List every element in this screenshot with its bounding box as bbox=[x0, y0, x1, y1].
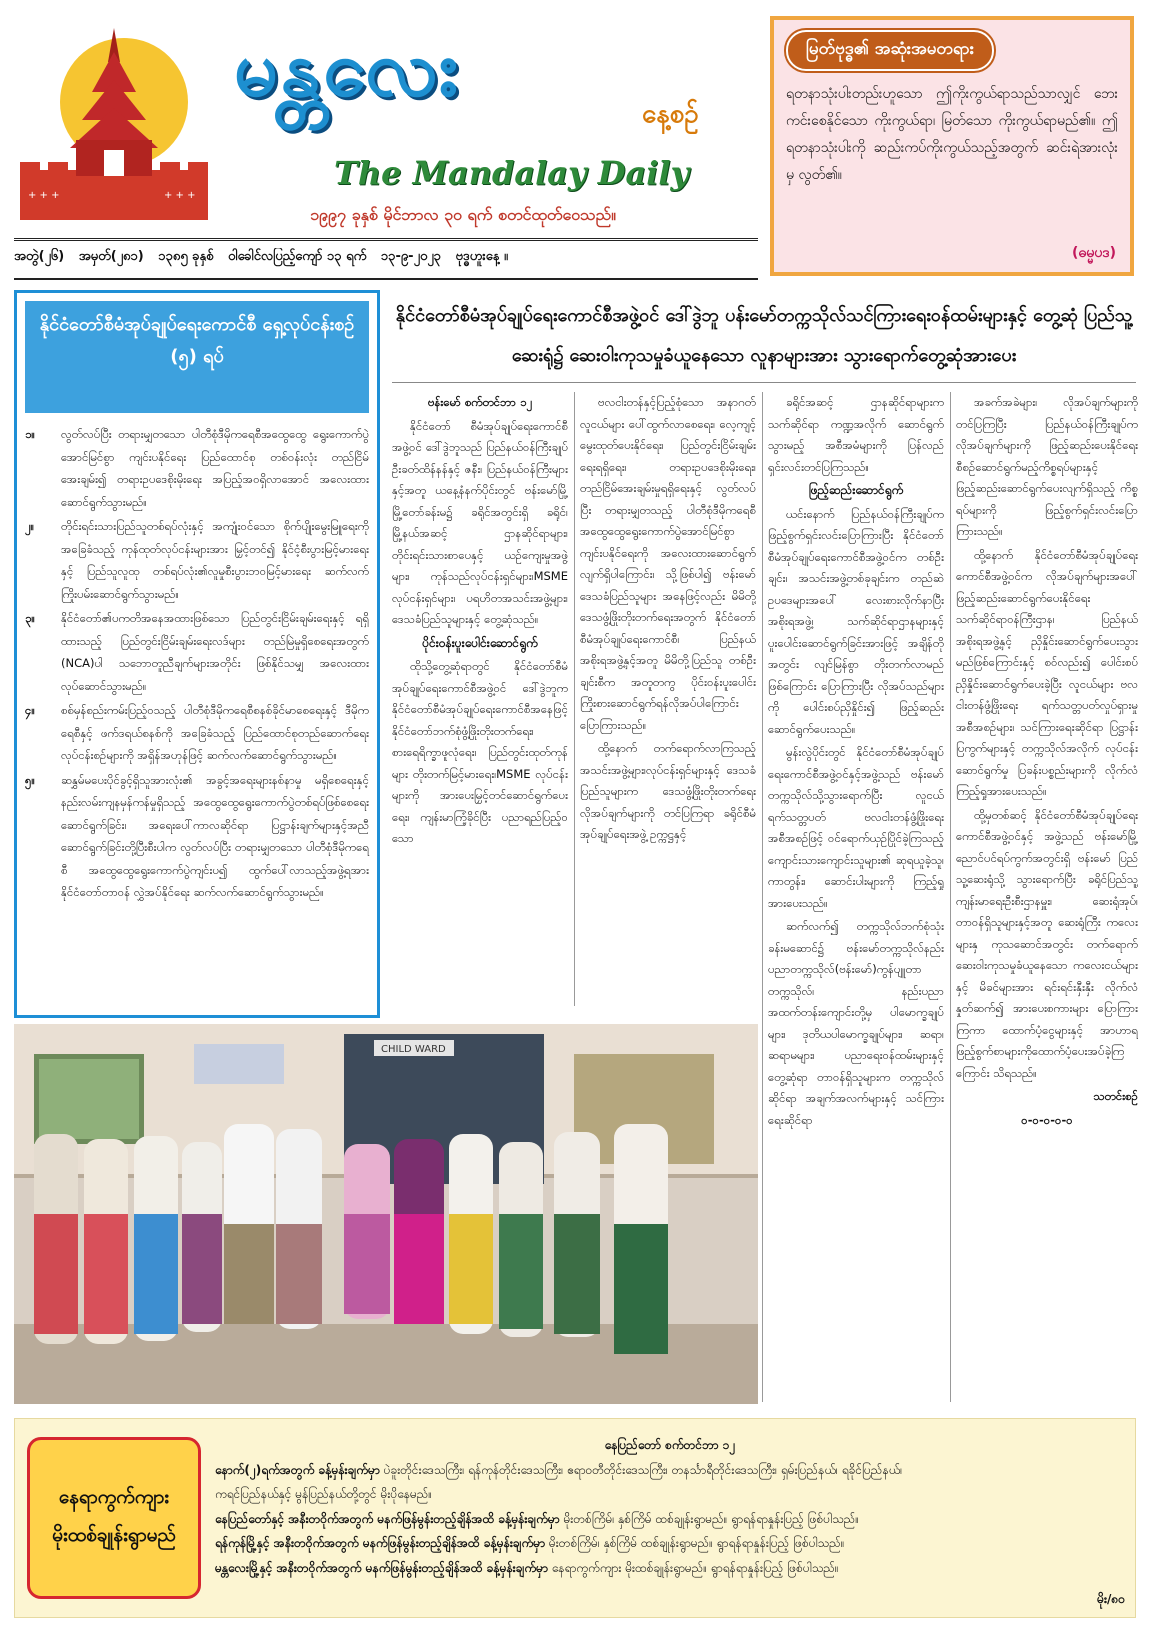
column-divider bbox=[574, 392, 575, 1006]
weather-line-text: ပဲခူးတိုင်းဒေသကြီး၊ ရန်ကုန်တိုင်းဒေသကြီး၊ ဧရာဝတီတိုင်းဒေသကြီး၊ တနင်္သာရီတိုင်းဒေသကြီး၊ ရှမ်းပြည်နယ်၊ ရခိုင်ပြည်နယ်၊ bbox=[383, 1462, 903, 1477]
article-paragraph: ထို့နောက် တက်ရောက်လာကြသည့်အသင်းအဖွဲ့များ၊လုပ်ငန်းရှင်များနှင့် ဒေသခံပြည်သူများက ဒေသဖွံ့ဖြိုးတိုးတက်ရေး လိုအပ်ချက်များကို တင်ပြကြရာ ခရိုင်စီမံအုပ်ချုပ်ရေးအဖွဲ့ ဥက္ကဋ္ဌနှင့် bbox=[580, 741, 756, 841]
svg-text:+ + +: + + + bbox=[164, 190, 196, 201]
weather-badge bbox=[27, 1437, 201, 1599]
headline-divider bbox=[392, 382, 1136, 383]
issue-weekday: ဗုဒ္ဓဟူးနေ့ ။ bbox=[455, 249, 508, 264]
weather-forecast-box bbox=[14, 1418, 1136, 1618]
weather-signature: မိုး/၈၀ bbox=[1097, 1592, 1125, 1606]
objective-text: တိုင်းရင်းသားပြည်သူတစ်ရပ်လုံးနှင့် အကျုံးဝင်သော စိုက်ပျိုးမွေးမြူရေးကိုအခြေခံသည့် ကုန်ထုတ်လုပ်ငန်းများအား မြှင့်တင်၍ နိုင်ငံ့စီးပွားမြင့်မားရေးနှင့် ပြည်သူလူထု တစ်ရပ်လုံး၏လူမှုစီးပွားဘဝမြင့်မားရေး ဆက်လက်ကြိုးပမ်းဆောင်ရွက်သွားမည်။ bbox=[61, 519, 369, 601]
weather-line bbox=[215, 1482, 1125, 1507]
newspaper-title: မန္တလေး bbox=[234, 23, 461, 114]
article-column-2 bbox=[580, 392, 756, 1006]
weather-line bbox=[215, 1556, 1125, 1581]
article-paragraph: အခက်အခဲများ၊ လိုအပ်ချက်များကို တင်ပြကြပြီး ပြည်နယ်ဝန်ကြီးချုပ်က လိုအပ်ချက်များကို ဖြည့်ဆည်းပေးနိုင်ရေး စီစဉ်ဆောင်ရွက်မည့်ကိစ္စရပ်များနှင့် ဖြည့်ဆည်းဆောင်ရွက်ပေးလျက်ရှိသည့် ကိစ္စရပ်များကို ဖြည့်စွက်ရှင်းလင်းပြောကြားသည်။ bbox=[956, 395, 1138, 538]
newspaper-english-title: The Mandalay Daily bbox=[334, 154, 690, 192]
objective-item bbox=[25, 423, 369, 513]
article-paragraph: ဆက်လက်၍ တက္ကသိုလ်ဘက်စုံသုံးခန်းမဆောင်၌ ဗန်းမော်တက္ကသိုလ်နည်းပညာတက္ကသိုလ်(ဗန်းမော်)ကွန်ပျူတာတက္ကသိုလ်၊ နည်းပညာအထက်တန်းကျောင်းတို့မှ ပါမောက္ခချုပ်များ၊ ဒုတိယပါမောက္ခချုပ်များ၊ ဆရာ၊ ဆရာမများ၊ ပညာရေးဝန်ထမ်းများနှင့် တွေ့ဆုံရာ တာဝန်ရှိသူများက တက္ကသိုလ်ဆိုင်ရာ အချက်အလက်များနှင့် သင်ကြားရေးဆိုင်ရာ bbox=[768, 919, 944, 1127]
weather-line bbox=[215, 1507, 1125, 1532]
objective-number: ၁။ bbox=[25, 427, 35, 441]
objective-text: ဆနွှမ်မပေးပိုင်ခွင့်ရှိသူအားလုံး၏ အခွင့်အရေးများနစ်နာမှု မရှိစေရေးနှင့် နည်းလမ်းကျနမှန်ကန်မှုရှိသည့် အထွေထွေရွေးကောက်ပွဲတစ်ရပ်ဖြစ်စေရေး ဆောင်ရွက်ခြင်း၊ အရေးပေါ်ကာလဆိုင်ရာ ပြဋ္ဌာန်းချက်များနှင့်အညီ ဆောင်ရွက်ခြင်းတို့ပြီးစီးပါက လွတ်လပ်ပြီး တရားမျှတသော ပါတီစုံဒီမိုကရေစီ အထွေထွေရွေးကောက်ပွဲကျင်းပ၍ ထွက်ပေါ်လာသည့်အဖွဲ့ရအား နိုင်ငံတော်တာဝန် လွှဲအပ်နိုင်ရေး ဆက်လက်ဆောင်ရွက်သွားမည်။ bbox=[61, 772, 369, 899]
article-subheading: ပိုင်းဝန်းပူးပေါင်းဆောင်ရွက် bbox=[422, 635, 538, 650]
weather-badge-line1: နေရာကွက်ကျား bbox=[58, 1486, 170, 1508]
article-paragraph: ခရိုင်အဆင့် ဌာနဆိုင်ရာများက သက်ဆိုင်ရာ ကဏ္ဍအလိုက် ဆောင်ရွက်သွားမည့် အစီအမံများကို ပြန်လည်ရှင်းလင်းတင်ပြကြသည်။ bbox=[768, 395, 944, 474]
objective-item bbox=[25, 769, 369, 904]
article-endmark: ၀-၀-၀-၀-၀ bbox=[1021, 1112, 1073, 1127]
objectives-list bbox=[25, 423, 369, 904]
buddha-teaching-box bbox=[770, 16, 1134, 276]
objective-number: ၃။ bbox=[25, 611, 35, 625]
weather-line-label: နောက်(၂)ရက်အတွက် ခန့်မှန်းချက်မှာ bbox=[215, 1462, 380, 1477]
article-paragraph: နိုင်ငံတော် စီမံအုပ်ချုပ်ရေးကောင်စီအဖွဲ့ဝင် ဒေါ်ဒွဲဘူသည် ပြည်နယ်ဝန်ကြီးချုပ် ဦးခတ်ထိန်နန်နှင့် ဇနီး၊ ပြည်နယ်ဝန်ကြီးများနှင့်အတူ ယနေ့နံနက်ပိုင်းတွင် ဗန်းမော်မြို့ မြို့တော်ခန်းမ၌ ခရိုင်အတွင်းရှိ ခရိုင်၊ မြို့နယ်အဆင့် ဌာနဆိုင်ရာများ၊ တိုင်းရင်းသားစာပေနှင့် ယဉ်ကျေးမှုအဖွဲ့များ၊ ကုန်သည်လုပ်ငန်းရှင်များ၊MSME လုပ်ငန်းရှင်များ၊ ပရဟိတအသင်းအဖွဲ့များ၊ ဒေသခံပြည်သူများနှင့် တွေ့ဆုံသည်။ bbox=[392, 418, 568, 626]
objective-number: ၄။ bbox=[25, 703, 35, 717]
objective-item bbox=[25, 515, 369, 605]
objective-item bbox=[25, 607, 369, 697]
article-paragraph: မွန်းလွဲပိုင်းတွင် နိုင်ငံတော်စီမံအုပ်ချုပ်ရေးကောင်စီအဖွဲ့ဝင်နှင့်အဖွဲ့သည် ဗန်းမော်တက္ကသိုလ်သို့သွားရောက်ပြီး လူငယ်ရက်သတ္တပတ် ဗလငါးတန်ဖွံ့ဖြိုးရေးအစီအစဉ်ဖြင့် ဝင်ရောက်ယှဉ်ပြိုင်ခဲ့ကြသည့် ကျောင်းသားကျောင်းသူများ၏ ဆုရယူခဲ့သူ၊ ကာတွန်း၊ ဆောင်းပါးများကို ကြည့်ရှုအားပေးသည်။ bbox=[768, 745, 944, 910]
article-column-4 bbox=[956, 392, 1138, 1402]
column-divider bbox=[950, 392, 951, 1402]
objectives-box bbox=[14, 290, 380, 1018]
weather-line-label: နေပြည်တော်နှင့် အနီးတဝိုက်အတွက် မနက်ဖြန်မွန်းတည့်ချိန်အထိ ခန့်မှန်းချက်မှာ bbox=[215, 1511, 560, 1526]
objective-item bbox=[25, 699, 369, 767]
article-column-3 bbox=[768, 392, 944, 1402]
issue-info bbox=[14, 248, 758, 272]
weather-line-text: မိုးတစ်ကြိမ်၊ နှစ်ကြိမ် ထစ်ချုန်းရွာမည်။ ရွာရန်ရာနှုန်းပြည့် ဖြစ်ပါသည်။ bbox=[563, 1511, 860, 1526]
issue-date-myanmar: ဝါခေါင်လပြည့်ကျော် ၁၃ ရက် bbox=[228, 249, 367, 264]
mandalay-palace-logo bbox=[14, 22, 214, 222]
masthead-divider bbox=[14, 238, 758, 241]
child-ward-sign: CHILD WARD bbox=[381, 1044, 446, 1055]
weather-line-text: မိုးတစ်ကြိမ်၊ နှစ်ကြိမ် ထစ်ချုန်းရွာမည်။ ရွာရန်ရာနှုန်းပြည့် ဖြစ်ပါသည်။ bbox=[548, 1536, 845, 1550]
weather-line-label: မန္တလေးမြို့နှင့် အနီးတဝိုက်အတွက် မနက်ဖြန်မွန်းတည့်ချိန်အထိ ခန့်မှန်းချက်မှာ bbox=[215, 1560, 548, 1575]
buddha-teaching-source: (ဓမ္မပဒ) bbox=[1072, 245, 1116, 261]
objective-text: စစ်မှန်စည်းကမ်းပြည့်ဝသည့် ပါတီစုံဒီမိုကရေစီစနစ်ခိုင်မာစေရေးနှင့် ဒီမိုကရေစီနှင့် ဖက်ဒရယ်စနစ်ကို အခြေခံသည့် ပြည်ထောင်စုတည်ဆောက်ရေးလုပ်ငန်းစဉ်များကို အရှိန်အဟုန်ဖြင့် ဆက်လက်ဆောင်ရွက်သွားမည်။ bbox=[61, 703, 369, 762]
buddha-teaching-title: မြတ်ဗုဒ္ဓ၏ အဆုံးအမတရား bbox=[786, 30, 994, 71]
issue-divider bbox=[14, 278, 758, 280]
article-dateline: ဗန်းမော် စက်တင်ဘာ ၁၂ bbox=[427, 395, 533, 409]
article-paragraph: ဗလငါးတန်နှင့်ပြည့်စုံသော အနာဂတ်လူငယ်များ ပေါ်ထွက်လာစေရေး၊ လေ့ကျင့်မွေးထုတ်ပေးနိုင်ရေး၊ ပြည်တွင်းငြိမ်းချမ်းရေးရရှိရေး၊ တရားဥပဒေစိုးမိုးရေး၊ တည်ငြိမ်အေးချမ်းမှုရရှိရေးနှင့် လွတ်လပ်ပြီး တရားမျှတသည့် ပါတီစုံဒီမိုကရေစီ အထွေထွေရွေးကောက်ပွဲအောင်မြင်စွာ ကျင်းပနိုင်ရေးကို အလေးထားဆောင်ရွက်လျက်ရှိပါကြောင်း၊ သို့ဖြစ်ပါ၍ ဗန်းမော်ဒေသခံပြည်သူများ အနေဖြင့်လည်း မိမိတို့ဒေသဖွံ့ဖြိုးတိုးတက်ရေးအတွက် နိုင်ငံတော် စီမံအုပ်ချုပ်ရေးကောင်စီ၊ ပြည်နယ် အစိုးရအဖွဲ့နှင့်အတူ မိမိတို့ပြည်သူ တစ်ဦးချင်းစီက အတူတကွ ပိုင်းဝန်းပူးပေါင်းကြိုးစားဆောင်ရွက်ရန်လိုအပ်ပါကြောင်း ပြောကြားသည်။ bbox=[580, 395, 756, 732]
svg-text:+ + +: + + + bbox=[28, 190, 60, 201]
objective-number: ၂။ bbox=[25, 519, 35, 533]
objective-number: ၅။ bbox=[25, 772, 35, 787]
weather-line-text: ကရင်ပြည်နယ်နှင့် မွန်ပြည်နယ်တို့တွင် မိုးပိုနေမည်။ bbox=[215, 1487, 433, 1501]
article-paragraph: ထို့နောက် နိုင်ငံတော်စီမံအုပ်ချုပ်ရေးကောင်စီအဖွဲ့ဝင်က လိုအပ်ချက်များအပေါ် ဖြည့်ဆည်းဆောင်ရွက်ပေးနိုင်ရေး သက်ဆိုင်ရာဝန်ကြီးဌာန၊ ပြည်နယ်အစိုးရအဖွဲ့နှင့် ညှိနှိုင်းဆောင်ရွက်ပေးသွားမည်ဖြစ်ကြောင်းနှင့် စဝ်လည်း၍ ပေါင်းစပ်ညှိနှိုင်းဆောင်ရွက်ပေးခဲ့ပြီး လူငယ်များ ဗလငါးတန်ဖွံ့ဖြိုးရေး ရက်သတ္တပတ်လှုပ်ရှားမှုအစီအစဉ်များ၊ သင်ကြားရေးဆိုင်ရာ ပြဋ္ဌာန်းပြကွက်များနှင့် တက္ကသိုလ်အလိုက် လုပ်ငန်းဆောင်ရွက်မှု ပြခန်းပစ္စည်းများကို လိုက်လံကြည့်ရှုအားပေးသည်။ bbox=[956, 547, 1138, 798]
masthead bbox=[14, 14, 758, 236]
weather-line bbox=[215, 1531, 1125, 1556]
article-signoff: သတင်းစဉ် bbox=[1093, 1089, 1138, 1103]
objective-text: နိုင်ငံတော်၏ပကတိအနေအထားဖြစ်သော ပြည်တွင်းငြိမ်းချမ်းရေးနှင့် ရရှိထားသည့် ပြည်တွင်းငြိမ်းချမ်းရေးလဒ်များ တည်မြဲမှုရှိစေရေးအတွက် (NCA)ပါ သဘောတူညီချက်များအတိုင်း ဖြစ်နိုင်သမျှ အလေးထားလုပ်ဆောင်သွားမည်။ bbox=[61, 611, 369, 693]
issue-year: ၁၃၈၅ ခုနှစ် bbox=[158, 249, 214, 264]
article-subheading: ဖြည့်ဆည်းဆောင်ရွက် bbox=[808, 483, 904, 497]
weather-badge-line2: မိုးထစ်ချုန်းရွာမည် bbox=[52, 1524, 176, 1546]
column-divider bbox=[762, 392, 763, 1402]
article-paragraph: ထိုသို့တွေ့ဆုံရာတွင် နိုင်ငံတော်စီမံအုပ်ချုပ်ရေးကောင်စီအဖွဲ့ဝင် ဒေါ်ဒွဲဘူက နိုင်ငံတော်စီမံအုပ်ချုပ်ရေးကောင်စီအနေဖြင့် နိုင်ငံတော်ဘက်စုံဖွံ့ဖြိုးတိုးတက်ရေး၊ စားရေရိက္ခာဖူလုံရေး၊ ပြည်တွင်းထုတ်ကုန်များ တိုးတက်မြင့်မားရေး၊MSME လုပ်ငန်းများကို အားပေးမြှင့်တင်ဆောင်ရွက်ပေးရေး၊ ကျန်းမာကြံ့ခိုင်ပြီး ပညာရည်ပြည့်ဝသော bbox=[392, 659, 568, 845]
article-column-1 bbox=[392, 392, 568, 1006]
newspaper-subtitle: နေ့စဉ် bbox=[642, 99, 699, 129]
established-note: ၁၉၉၇ ခုနှစ် မိုင်ဘာလ ၃၀ ရက် စတင်ထုတ်ဝေသည်။ bbox=[310, 205, 616, 224]
weather-forecast-text bbox=[215, 1433, 1125, 1580]
weather-dateline: နေပြည်တော် စက်တင်ဘာ ၁၂ bbox=[604, 1438, 736, 1452]
weather-line-text: နေရာကွက်ကျား မိုးထစ်ချုန်းရွာမည်။ ရွာရန်ရာနှုန်းပြည့် ဖြစ်ပါသည်။ bbox=[551, 1560, 839, 1575]
news-photo bbox=[14, 1024, 758, 1404]
issue-date-gregorian: ၁၃-၉-၂၀၂၃ bbox=[380, 249, 441, 264]
article-paragraph: ထို့မှတစ်ဆင့် နိုင်ငံတော်စီမံအုပ်ချုပ်ရေးကောင်စီအဖွဲ့ဝင်နှင့် အဖွဲ့သည် ဗန်းမော်မြို့ ညောင်ပင်ရပ်ကွက်အတွင်းရှိ ဗန်းမော် ပြည်သူ့ဆေးရုံသို့ သွားရောက်ပြီး ခရိုင်ပြည်သူ့ကျန်းမာရေးဦးစီးဌာနမှူး၊ ဆေးရုံအုပ်၊ တာဝန်ရှိသူများနှင့်အတူ ဆေးရုံကြီး ကလေးများနှ ကုသဆောင်အတွင်း တက်ရောက်ဆေးဝါးကုသမှုခံယူနေသော ကလေးငယ်များနှင့် မိခင်များအား ရင်းရင်းနှီးနှီး လိုက်လံနှုတ်ဆက်၍ အားပေးစကားများ ပြောကြားကြကာ ထောက်ပံ့ငွေများနှင့် အာဟာရဖြည့်စွက်စာများကိုထောက်ပံ့ပေးအပ်ခဲ့ကြကြောင်း သိရသည်။ bbox=[956, 807, 1138, 1080]
objectives-header: နိုင်ငံတော်စီမံအုပ်ချုပ်ရေးကောင်စီ ရှေ့လုပ်ငန်းစဉ် (၅) ရပ် bbox=[25, 301, 369, 413]
objective-text: လွတ်လပ်ပြီး တရားမျှတသော ပါတီစုံဒီမိုကရေစီအထွေထွေ ရွေးကောက်ပွဲ အောင်မြင်စွာ ကျင်းပနိုင်ရေး ပြည်ထောင်စု တစ်ဝန်းလုံး တည်ငြိမ်အေးချမ်း၍ တရားဥပဒေစိုးမိုးရေး အပြည့်အဝရှိလာအောင် အလေးထားဆောင်ရွက်သွားမည်။ bbox=[61, 427, 369, 509]
article-paragraph: ယင်းနောက် ပြည်နယ်ဝန်ကြီးချုပ်က ဖြည့်စွက်ရှင်းလင်းပြောကြားပြီး နိုင်ငံတော်စီမံအုပ်ချုပ်ရေးကောင်စီအဖွဲ့ဝင်က တစ်ဦးချင်း၊ အသင်းအဖွဲ့တစ်ခုချင်းက တည်ဆဲဥပဒေများအပေါ် လေးစားလိုက်နာပြီး အစိုးရအဖွဲ့၊ သက်ဆိုင်ရာဌာနများနှင့် ပူးပေါင်းဆောင်ရွက်ခြင်းအားဖြင့် အချိန်တိုအတွင်း လျင်မြန်စွာ တိုးတက်လာမည်ဖြစ်ကြောင်း ပြောကြားပြီး လိုအပ်သည်များကို ပေါင်းစပ်ညှိနှိုင်း၍ ဖြည့်ဆည်းဆောင်ရွက်ပေးသည်။ bbox=[768, 506, 944, 736]
weather-line-label: ရန်ကုန်မြို့နှင့် အနီးတဝိုက်အတွက် မနက်ဖြန်မွန်းတည့်ချိန်အထိ ခန့်မှန်းချက်မှာ bbox=[215, 1536, 546, 1550]
buddha-teaching-text: ရတနာသုံးပါးတည်းဟူသော ဤကိုးကွယ်ရာသည်သာလျှင် ဘေးကင်းစေနိုင်သော ကိုးကွယ်ရာ၊ မြတ်သော ကိုးကွယ်ရာမည်၏။ ဤရတနာသုံးပါးကို ဆည်းကပ်ကိုးကွယ်သည့်အတွက် ဆင်းရဲအားလုံးမှ လွတ်၏။ bbox=[786, 86, 1118, 183]
weather-line bbox=[215, 1458, 1125, 1483]
issue-volume: အတွဲ(၂၆) bbox=[14, 249, 65, 264]
article-headline: နိုင်ငံတော်စီမံအုပ်ချုပ်ရေးကောင်စီအဖွဲ့ဝင် ဒေါ်ဒွဲဘူ ပန်းမော်တက္ကသိုလ်သင်ကြားရေးဝန်ထမ်းများနှင့် တွေ့ဆုံ ပြည်သူ့ဆေးရုံ၌ ဆေးဝါးကုသမှုခံယူနေသော လူနာများအား သွားရောက်တွေ့ဆုံအားပေး bbox=[395, 305, 1133, 366]
issue-number: အမှတ်(၂၈၁) bbox=[78, 249, 144, 264]
